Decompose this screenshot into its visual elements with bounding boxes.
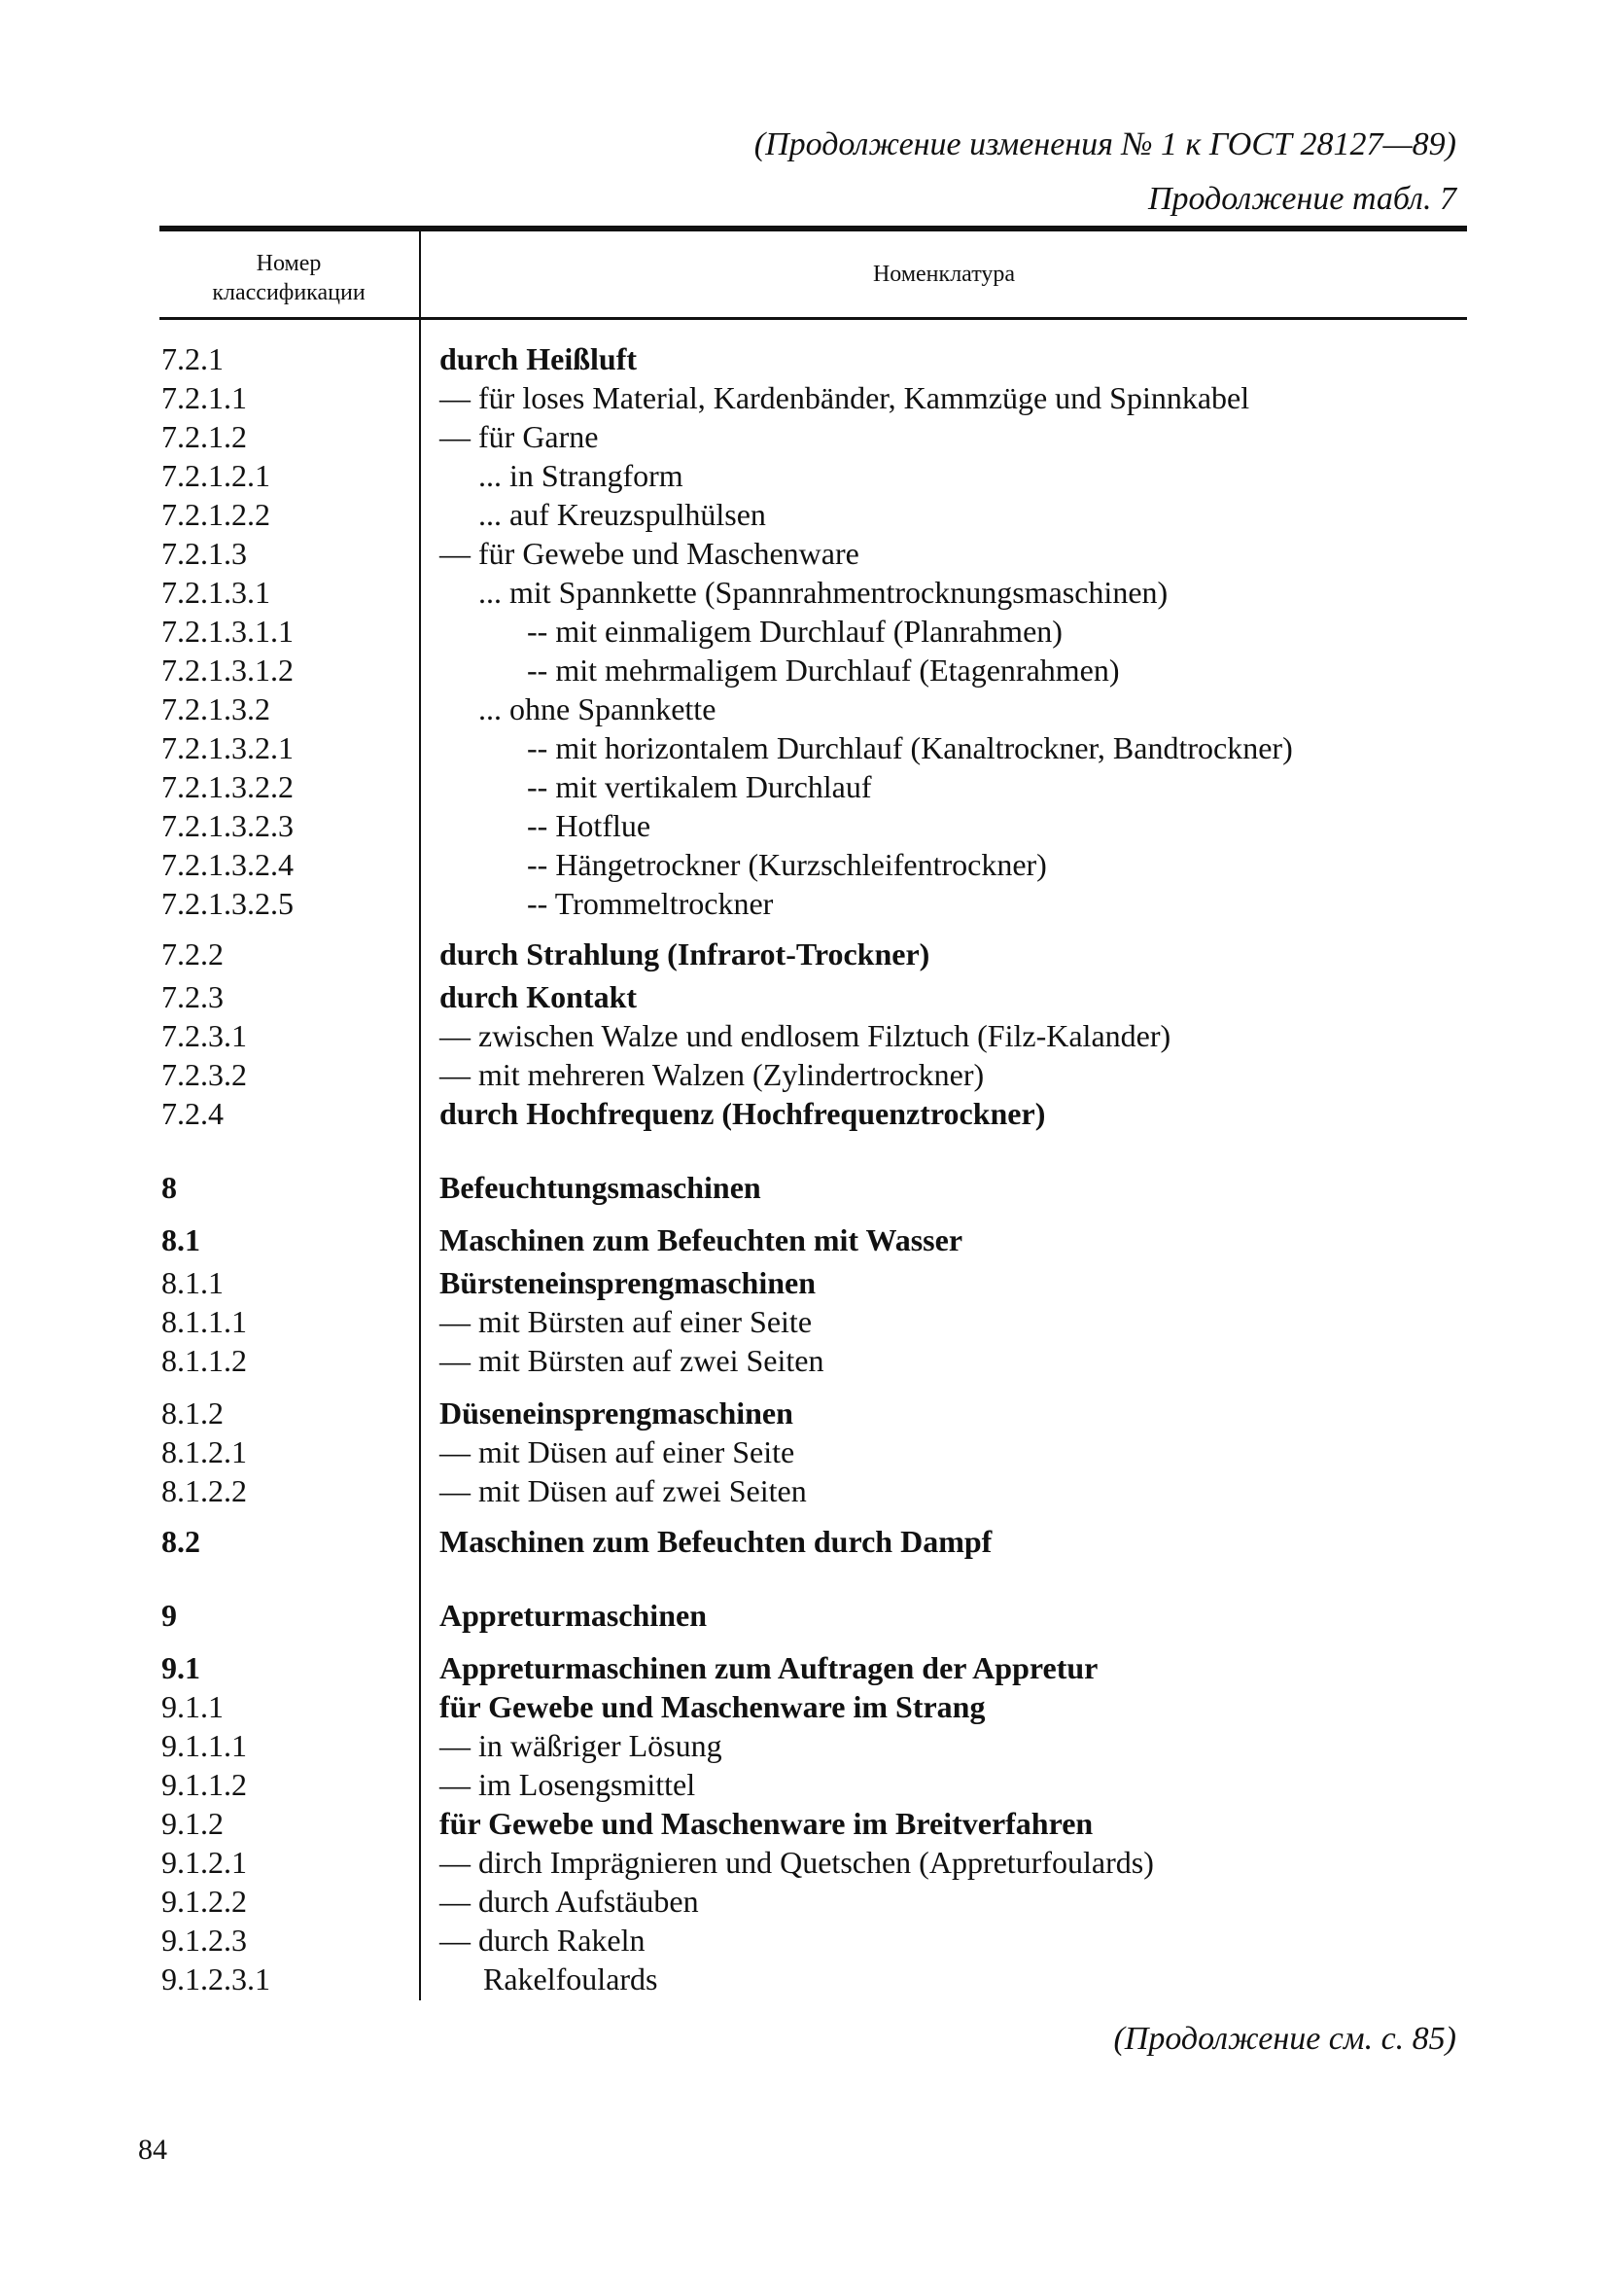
header-continuation-note: (Продолжение изменения № 1 к ГОСТ 28127—89)	[753, 126, 1456, 162]
nomenclature-term: ... ohne Spannkette	[478, 691, 716, 726]
nomenclature-term: — für Gewebe und Maschenware	[439, 536, 859, 571]
nomenclature-term: durch Strahlung (Infrarot-Trockner)	[439, 936, 930, 971]
nomenclature-term: Appreturmaschinen	[439, 1598, 707, 1633]
nomenclature-term: -- mit horizontalem Durchlauf (Kanaltrockner, Bandtrockner)	[527, 730, 1293, 765]
classification-code: 7.2.3	[161, 979, 224, 1014]
classification-code: 7.2.1.3.2	[161, 691, 270, 726]
nomenclature-term: — mit Düsen auf einer Seite	[439, 1434, 795, 1469]
nomenclature-term: -- Trommeltrockner	[527, 886, 774, 921]
classification-code: 8.1.1.2	[161, 1343, 247, 1378]
nomenclature-term: -- Hotflue	[527, 808, 651, 843]
nomenclature-term: — mit Düsen auf zwei Seiten	[439, 1473, 807, 1508]
nomenclature-term: ... auf Kreuzspulhülsen	[478, 497, 766, 532]
nomenclature-term: — für loses Material, Kardenbänder, Kammzüge und Spinnkabel	[439, 380, 1250, 415]
nomenclature-term: ... in Strangform	[478, 458, 683, 493]
classification-code: 7.2.1.3.1.1	[161, 614, 294, 649]
nomenclature-term: -- mit einmaligem Durchlauf (Planrahmen)	[527, 614, 1063, 649]
classification-code: 7.2.4	[161, 1096, 224, 1131]
classification-code: 8.1.1	[161, 1265, 224, 1300]
nomenclature-term: Bürsteneinsprengmaschinen	[439, 1265, 817, 1300]
classification-code: 7.2.3.2	[161, 1057, 247, 1092]
classification-code: 8	[161, 1170, 177, 1205]
nomenclature-term: durch Kontakt	[439, 979, 638, 1014]
classification-code: 9.1.1	[161, 1689, 224, 1724]
nomenclature-term: Düseneinsprengmaschinen	[439, 1395, 793, 1431]
classification-code: 9.1.2	[161, 1806, 224, 1841]
column-header-number-line: Номер	[256, 251, 322, 276]
classification-code: 7.2.1	[161, 341, 224, 376]
nomenclature-term: — dirch Imprägnieren und Quetschen (Appreturfoulards)	[439, 1845, 1154, 1880]
nomenclature-term: -- mit mehrmaligem Durchlauf (Etagenrahmen)	[527, 653, 1120, 688]
nomenclature-term: für Gewebe und Maschenware im Breitverfahren	[439, 1806, 1094, 1841]
classification-code: 7.2.2	[161, 936, 224, 971]
classification-code: 9.1.1.1	[161, 1728, 247, 1763]
classification-code: 9.1.2.2	[161, 1884, 247, 1919]
nomenclature-term: Befeuchtungsmaschinen	[439, 1170, 761, 1205]
classification-code: 7.2.1.2	[161, 419, 247, 454]
classification-code: 8.1	[161, 1222, 200, 1257]
classification-code: 9.1.2.1	[161, 1845, 247, 1880]
nomenclature-term: — mit Bürsten auf einer Seite	[439, 1304, 813, 1339]
classification-code: 9.1.2.3	[161, 1923, 247, 1958]
nomenclature-term: durch Heißluft	[439, 341, 637, 376]
classification-code: 7.2.1.3.1	[161, 575, 270, 610]
header-table-continuation: Продолжение табл. 7	[1147, 181, 1456, 217]
nomenclature-term: Appreturmaschinen zum Auftragen der Appretur	[439, 1650, 1099, 1685]
classification-code: 7.2.1.1	[161, 380, 247, 415]
nomenclature-term: ... mit Spannkette (Spannrahmentrocknungsmaschinen)	[478, 575, 1169, 610]
classification-code: 7.2.3.1	[161, 1018, 247, 1053]
classification-code: 7.2.1.3.2.3	[161, 808, 294, 843]
column-header-number-line: классификации	[212, 280, 366, 305]
classification-code: 7.2.1.2.2	[161, 497, 270, 532]
classification-code: 9.1.1.2	[161, 1767, 247, 1802]
nomenclature-term: — für Garne	[439, 419, 599, 454]
nomenclature-term: — durch Aufstäuben	[439, 1884, 699, 1919]
nomenclature-term: — zwischen Walze und endlosem Filztuch (Filz-Kalander)	[439, 1018, 1171, 1053]
classification-code: 8.1.1.1	[161, 1304, 247, 1339]
nomenclature-term: für Gewebe und Maschenware im Strang	[439, 1689, 986, 1724]
nomenclature-term: — im Losengsmittel	[439, 1767, 696, 1802]
nomenclature-term: — in wäßriger Lösung	[439, 1728, 722, 1763]
classification-code: 8.1.2	[161, 1395, 224, 1431]
nomenclature-term: durch Hochfrequenz (Hochfrequenztrockner)	[439, 1096, 1046, 1131]
classification-code: 7.2.1.3	[161, 536, 247, 571]
classification-code: 8.1.2.1	[161, 1434, 247, 1469]
footer-continuation-note: (Продолжение см. с. 85)	[1113, 2021, 1456, 2057]
nomenclature-term: — mit mehreren Walzen (Zylindertrockner)	[439, 1057, 985, 1092]
classification-code: 7.2.1.2.1	[161, 458, 270, 493]
nomenclature-term: Rakelfoulards	[483, 1961, 658, 1996]
nomenclature-term: Maschinen zum Befeuchten mit Wasser	[439, 1222, 963, 1257]
column-header-nomenclature: Номенклатура	[872, 262, 1016, 287]
classification-code: 9.1	[161, 1650, 200, 1685]
nomenclature-term: -- mit vertikalem Durchlauf	[527, 769, 872, 804]
page-number: 84	[138, 2134, 167, 2166]
nomenclature-term: — durch Rakeln	[439, 1923, 646, 1958]
classification-code: 8.2	[161, 1524, 200, 1559]
classification-code: 7.2.1.3.2.5	[161, 886, 294, 921]
classification-code: 7.2.1.3.2.1	[161, 730, 294, 765]
nomenclature-term: — mit Bürsten auf zwei Seiten	[439, 1343, 824, 1378]
classification-code: 8.1.2.2	[161, 1473, 247, 1508]
classification-code: 9	[161, 1598, 177, 1633]
classification-code: 9.1.2.3.1	[161, 1961, 270, 1996]
classification-code: 7.2.1.3.2.2	[161, 769, 294, 804]
classification-code: 7.2.1.3.1.2	[161, 653, 294, 688]
nomenclature-term: Maschinen zum Befeuchten durch Dampf	[439, 1524, 993, 1559]
classification-code: 7.2.1.3.2.4	[161, 847, 294, 882]
nomenclature-term: -- Hängetrockner (Kurzschleifentrockner)	[527, 847, 1047, 882]
